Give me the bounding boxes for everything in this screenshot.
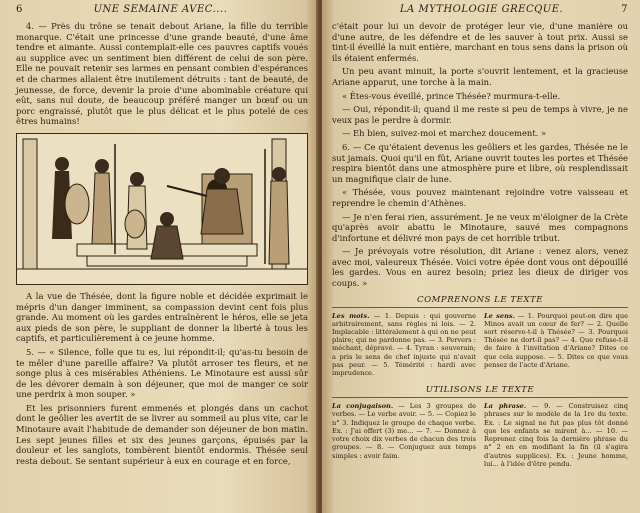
utilisons-conjugaison [332, 402, 476, 459]
item-lead: Les mots. [332, 311, 370, 320]
comprenons-left-column [332, 312, 476, 380]
item-text: — 1. Depuis : qui gouverne arbitrairement, sans règles ni lois. — 2. Implacable : littéralement à qui on ne peut plaire; qui ne pardonne pas. — 3. Pervers : méchant, dépravé. — 4. Tyran : souverain; a pris le sens de chef injuste qui n'avait pas peur. — 5. Témérité : hardi avec imprudence. [332, 311, 476, 378]
left-page [0, 0, 318, 513]
left-paragraph-after-illustration: A la vue de Thésée, dont la figure noble et décidée exprimait le mépris d'un danger imminent, sa compassion devint cent fois plus grande. Au moment où les gardes entraînèrent le héros, elle se jeta aux pieds de son père, le suppliant de donner la liberté à tous les captifs, et particulièrement à ce jeune homme. [16, 290, 308, 344]
right-page-number: 7 [621, 4, 628, 15]
right-running-title: LA MYTHOLOGIE GRECQUE. [399, 4, 564, 15]
item-text: — 1. Pourquoi peut-on dire que Minos avait un cœur de fer? — 2. Quelle sort réserve-t-il à Thésée? — 3. Pourquoi Thésée ne dort-il pas? — 4. Que refuse-t-il de faire à l'invitation d'Ariane? Dites ce que cela suppose. — 5. Dites ce que vous pensez de l'acte d'Ariane. [484, 311, 628, 369]
left-paragraph-prisoners: Et les prisonniers furent emmenés et plongés dans un cachot dont le geôlier les avertit de se livrer au sommeil au plus vite, car le Minotaure avait l'habitude de demander son déjeuner de bon matin. Les sept jeunes filles et six des jeunes garçons, épuisés par la douleur et les sanglots, tombèrent bientôt endormis. Thésée seul resta debout. Se sentant supérieur à eux en courage et en force, [16, 402, 308, 466]
item-lead: Le sens. [484, 311, 515, 320]
section-utilisons [332, 402, 628, 470]
item-text: — 9. — Construisez cinq phrases sur le modèle de la 1re du texte. Ex. : Le signal ne fut pas plus tôt donné que les enfants se mirent à... — 10. — Reprenez cinq fois la dernière phrase du n° 2 en en modifiant la fin (il s'agira d'autres supplices). Ex. : Jeune homme, lui... à l'idée d'être pendu. [484, 402, 628, 468]
right-paragraph-8: — Je n'en ferai rien, assurément. Je ne veux m'éloigner de la Crète qu'après avoir abattu le Minotaure, sauvé mes compagnons d'infortune et délivré mon pays de cet horrible tribut. [332, 211, 628, 243]
left-paragraph-4: 4. — Près du trône se tenait debout Ariane, la fille du terrible monarque. C'était une princesse d'une grande beauté, d'une âme tendre et aimante. Aussi contemplait-elle ces pauvres captifs voués au supplice avec un sentiment bien différent de celui de son père. Elle ne pouvait retenir ses larmes en pensant combien d'espérances et de charmes allaient être inutilement détruits : tant de beauté, de jeunesse, de force, devenir la proie d'une abominable créature qui eût, sans nul doute, de beaucoup préféré manger un bœuf ou un porc engraissé, plutôt que le plus délicat et le plus potelé de ces êtres humains! [16, 21, 308, 127]
illustration-drawing [17, 134, 307, 284]
right-paragraph-3: « Êtes-vous éveillé, prince Thésée? murmura-t-elle. [342, 90, 561, 101]
right-paragraph-1: c'était pour lui un devoir de protéger leur vie, d'une manière ou d'une autre, de les défendre et de les sauver à tout prix. Aussi se tint-il éveillé la nuit entière, marchant en tous sens dans la prison où ils étaient enfermés. [332, 21, 628, 63]
right-paragraph-2: Un peu avant minuit, la porte s'ouvrit lentement, et la gracieuse Ariane apparut, une torche à la main. [332, 66, 628, 87]
comprenons-sens [484, 312, 628, 369]
section-heading-utilisons: UTILISONS LE TEXTE [332, 385, 628, 398]
item-text: — Les 3 groupes de verbes. — Le verbe avoir. — 5. — Copiez le n° 3. Indiquez le groupe de chaque verbe. Ex. : J'ai offert (3) me... — 7. — Donnez à votre choix dix verbes de chacun des trois groupes. — 8. — Conjuguez aux temps simples : avoir faim. [332, 402, 476, 460]
right-paragraph-9: — Je prévoyais votre résolution, dit Ariane : venez alors, venez avec moi, valeureux Thésée. Voici votre épée dont vous ont dépouillé les gardes. Vous en aurez besoin; priez les dieux de diriger vos coups. » [332, 246, 628, 289]
right-paragraph-6: 6. — Ce qu'étaient devenus les geôliers et les gardes, Thésée ne le sut jamais. Quoi qu'il en fût, Ariane ouvrit toutes les portes et Thésée respira bientôt dans une atmosphère pure et libre, où resplendissait un magnifique clair de lune. [332, 141, 628, 184]
section-heading-comprenons: COMPRENONS LE TEXTE [332, 295, 628, 308]
comprenons-mots [332, 312, 476, 378]
right-running-head [332, 4, 628, 15]
right-paragraph-4: — Oui, répondit-il; quand il me reste si peu de temps à vivre, je ne veux pas le perdre à dormir. [332, 104, 628, 125]
item-lead: La phrase. [484, 402, 527, 411]
utilisons-phrase [484, 402, 628, 468]
left-running-head [16, 4, 308, 15]
right-paragraph-5: — Eh bien, suivez-moi et marchez doucement. » [342, 128, 547, 139]
illustration [16, 133, 308, 285]
utilisons-right-column [484, 402, 628, 470]
utilisons-left-column [332, 402, 476, 470]
right-page [322, 0, 640, 513]
item-lead: La conjugaison. [332, 402, 394, 411]
left-paragraph-5: 5. — « Silence, folle que tu es, lui répondit-il; qu'as-tu besoin de te mêler d'une pareille affaire? Va plutôt arroser tes fleurs, et ne songe plus à ces misérables Athéniens. Le Minotaure est aussi sûr de les dévorer demain à son déjeuner, que moi de manger ce soir une perdrix à mon souper. » [16, 346, 308, 400]
left-page-number: 6 [16, 4, 23, 15]
right-paragraph-7: « Thésée, vous pouvez maintenant rejoindre votre vaisseau et reprendre le chemin d'Athènes. [332, 187, 628, 208]
left-running-title: UNE SEMAINE AVEC.... [93, 4, 228, 15]
section-comprenons [332, 312, 628, 380]
comprenons-right-column [484, 312, 628, 380]
